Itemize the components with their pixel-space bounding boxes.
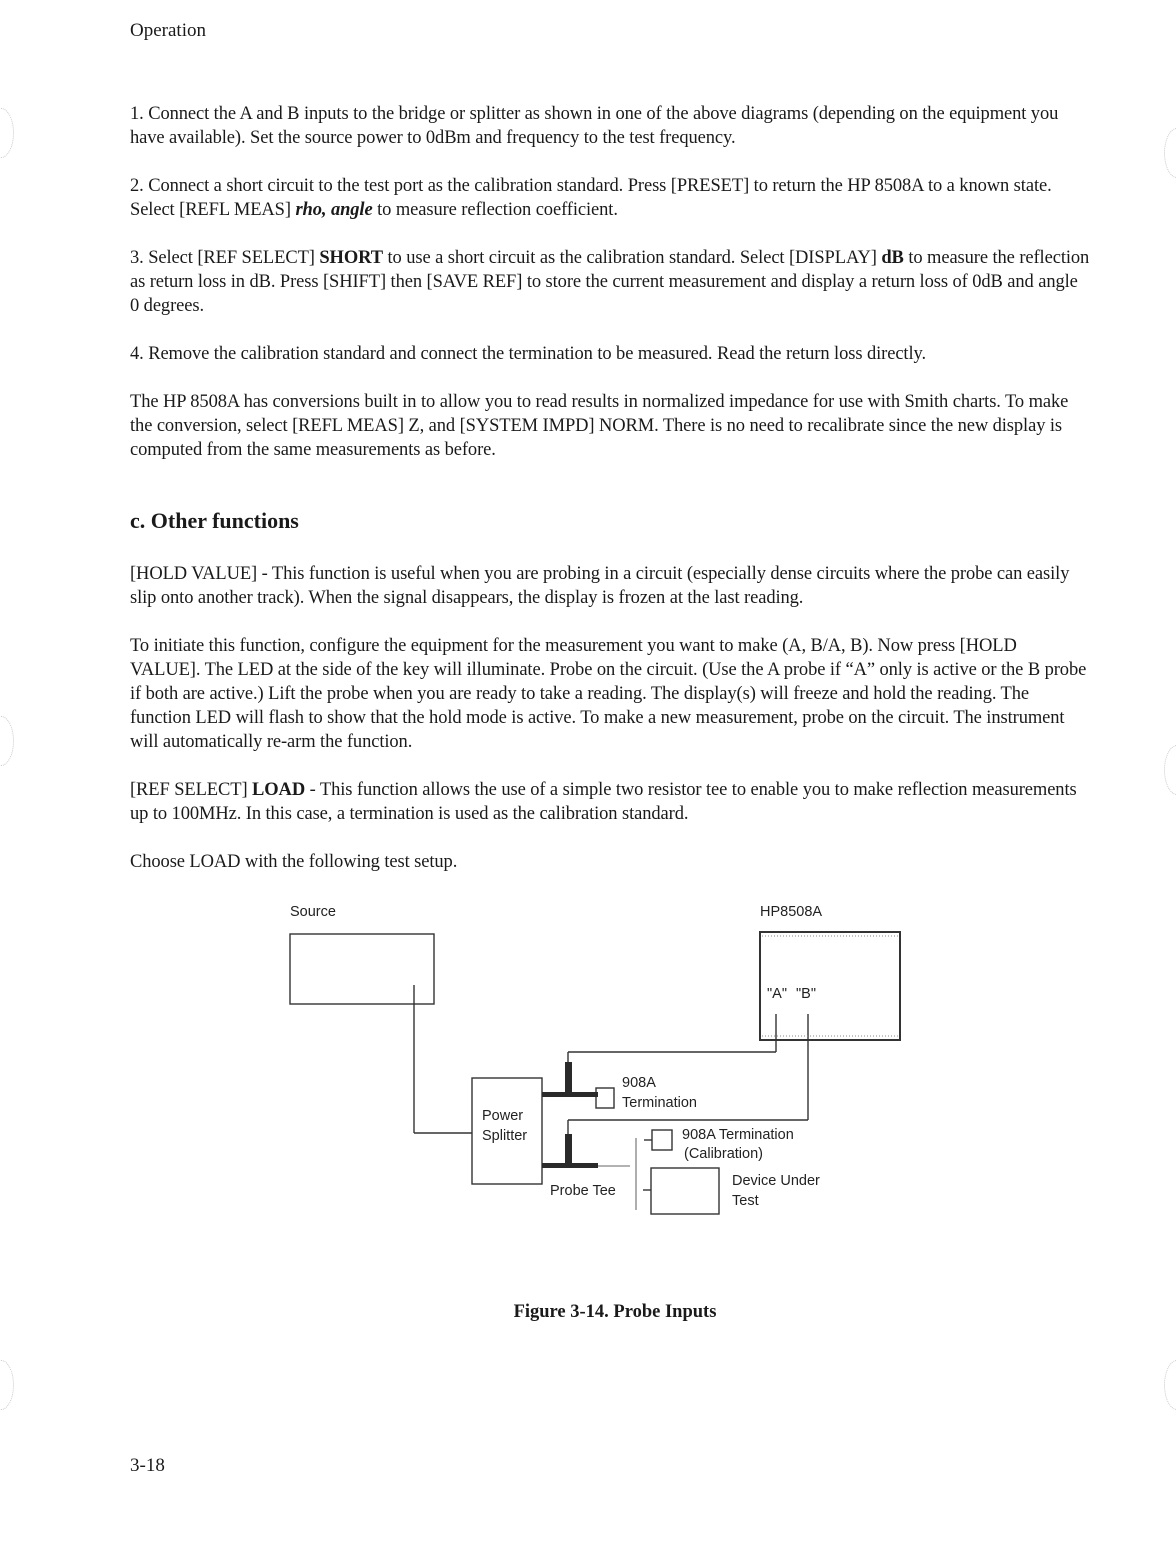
tee-a-stem	[565, 1062, 572, 1096]
termination-label-2: Termination	[622, 1095, 697, 1111]
input-b-label: "B"	[796, 986, 816, 1002]
source-label: Source	[290, 904, 336, 920]
step-4-paragraph: 4. Remove the calibration standard and connect the termination to be measured. Read the return loss directly.	[130, 344, 926, 364]
step-3-paragraph: 3. Select [REF SELECT] SHORT to use a short circuit as the calibration standard. Select [DISPLAY] dB to measure the reflection as return loss in dB. Press [SHIFT] then [SAVE REF] to store the current measurement and display a return loss of 0dB and angle 0 degrees.	[130, 248, 1090, 316]
page-number: 3-18	[130, 1455, 165, 1476]
hp8508a-label: HP8508A	[760, 904, 823, 920]
short-emphasis: SHORT	[319, 248, 383, 268]
cal-termination-label-1: 908A Termination	[682, 1127, 794, 1143]
power-splitter-label-1: Power	[482, 1108, 524, 1124]
dut-label-2: Test	[732, 1193, 759, 1209]
ref-select-load-paragraph: [REF SELECT] LOAD - This function allows the use of a simple two resistor tee to enable you to make reflection measurements up to 100MHz. In this case, a termination is used as the calibration standard.	[130, 780, 1077, 824]
conversion-paragraph: The HP 8508A has conversions built in to allow you to read results in normalized impedance for use with Smith charts. To make the conversion, select [REFL MEAS] Z, and [SYSTEM IMPD] NORM. There is no need to recalibrate since the new display is computed from the same measurements as before.	[130, 392, 1069, 460]
initiate-paragraph: To initiate this function, configure the equipment for the measurement you want to make (A, B/A, B). Now press [HOLD VALUE]. The LED at the side of the key will illuminate. Probe on the circuit. (Use the A probe if “A” only is active or the B probe if both are active.) Lift the probe when you are ready to take a reading. The display(s) will freeze and hold the reading. The function LED will flash to show that the hold mode is active. To make a new measurement, probe on the circuit. The instrument will automatically re-arm the function.	[130, 636, 1087, 752]
source-box	[290, 934, 434, 1004]
hold-value-paragraph: [HOLD VALUE] - This function is useful when you are probing in a circuit (especially dense circuits where the probe can easily slip onto another track). When the signal disappears, the display is frozen at the last reading.	[130, 564, 1070, 608]
device-under-test-box	[651, 1168, 719, 1214]
section-title: c. Other functions	[130, 508, 299, 533]
choose-load-paragraph: Choose LOAD with the following test setup.	[130, 852, 458, 872]
figure-caption: Figure 3-14. Probe Inputs	[513, 1302, 717, 1322]
step-2-paragraph: 2. Connect a short circuit to the test port as the calibration standard. Press [PRESET] to return the HP 8508A to a known state. Select [REFL MEAS] rho, angle to measure reflection coefficient.	[130, 176, 1052, 220]
dut-label-1: Device Under	[732, 1173, 820, 1189]
db-emphasis: dB	[881, 248, 904, 268]
rho-angle-emphasis: rho, angle	[295, 200, 373, 220]
step-1-paragraph: 1. Connect the A and B inputs to the bridge or splitter as shown in one of the above diagrams (depending on the equipment you have available). Set the source power to 0dBm and frequency to the test frequency.	[130, 104, 1059, 148]
termination-908a-box	[596, 1088, 614, 1108]
termination-calibration-box	[652, 1130, 672, 1150]
tee-b-stem	[565, 1134, 572, 1168]
power-splitter-label-2: Splitter	[482, 1128, 528, 1144]
termination-label-1: 908A	[622, 1075, 656, 1091]
probe-tee-label: Probe Tee	[550, 1183, 616, 1199]
page-header: Operation	[130, 20, 206, 41]
load-emphasis: LOAD	[252, 780, 306, 800]
input-a-label: "A"	[767, 986, 787, 1002]
cal-termination-label-2: (Calibration)	[684, 1146, 763, 1162]
